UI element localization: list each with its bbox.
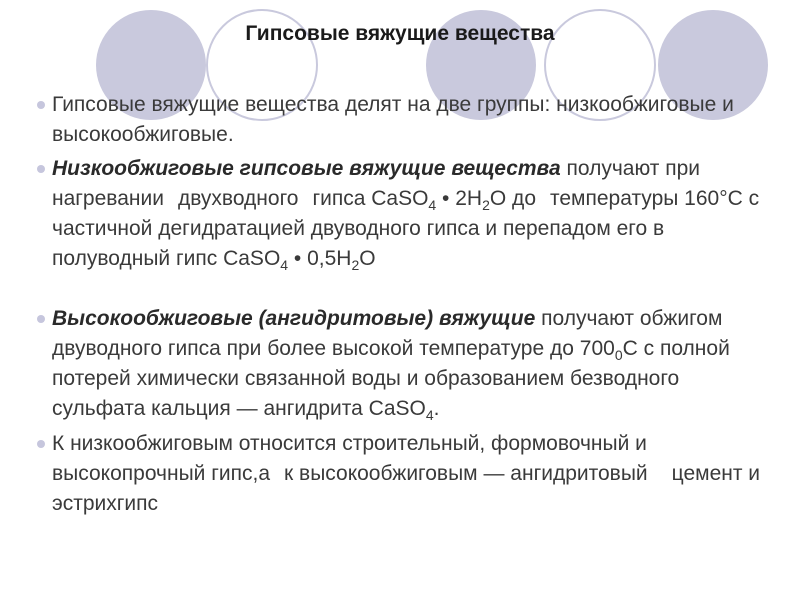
bullet-dot bbox=[37, 440, 45, 448]
bullet-item bbox=[37, 429, 777, 519]
bullet-item bbox=[37, 90, 777, 150]
subscript: 4 bbox=[428, 197, 437, 213]
bullet-text: . bbox=[433, 397, 440, 420]
bullet-text: К низкообжиговым относится строительный, формовочный и высокопрочный гипс,а bbox=[52, 432, 647, 485]
bullet-text: температуры 160°С с частичной дегидратацией двуводного гипса и перепадом его в полуводный гипс CaSO bbox=[52, 187, 760, 270]
bullet-text: • 2H bbox=[436, 187, 483, 210]
subscript: 2 bbox=[351, 257, 360, 273]
bullet-text: получают при нагревании bbox=[52, 157, 700, 210]
bullet-text: цемент и эстрихгипс bbox=[52, 462, 761, 515]
bullet-text: O bbox=[359, 247, 376, 270]
bullet-list bbox=[37, 90, 777, 519]
bullet-text: Гипсовые вяжущие вещества делят на две группы: низкообжиговые и высокообжиговые. bbox=[52, 93, 734, 146]
bullet-text: O до bbox=[489, 187, 536, 210]
bullet-item bbox=[37, 304, 777, 424]
bullet-heading: Высокообжиговые (ангидритовые) вяжущие bbox=[52, 307, 536, 330]
bullet-text: гипса CaSO bbox=[312, 187, 429, 210]
subscript: 0 bbox=[614, 347, 623, 363]
bullet-dot bbox=[37, 165, 45, 173]
bullet-item bbox=[37, 154, 777, 274]
subscript: 2 bbox=[482, 197, 490, 213]
slide-title: Гипсовые вяжущие вещества bbox=[245, 22, 555, 45]
subscript: 4 bbox=[425, 407, 434, 423]
bullet-text: к высокообжиговым — ангидритовый bbox=[284, 462, 648, 485]
subscript: 4 bbox=[280, 257, 289, 273]
bullet-dot bbox=[37, 315, 45, 323]
bullet-text: двухводного bbox=[177, 187, 299, 210]
bullet-dot bbox=[37, 101, 45, 109]
bullet-text: • 0,5H bbox=[288, 247, 352, 270]
bullet-text: С с полной потерей химически связанной воды и образованием безводного сульфата кальция — ангидрита CaSO bbox=[52, 337, 730, 420]
bullet-heading: Низкообжиговые гипсовые вяжущие вещества bbox=[52, 157, 561, 180]
bullet-text: получают обжигом двуводного гипса при более высокой температуре до 700 bbox=[52, 307, 723, 360]
